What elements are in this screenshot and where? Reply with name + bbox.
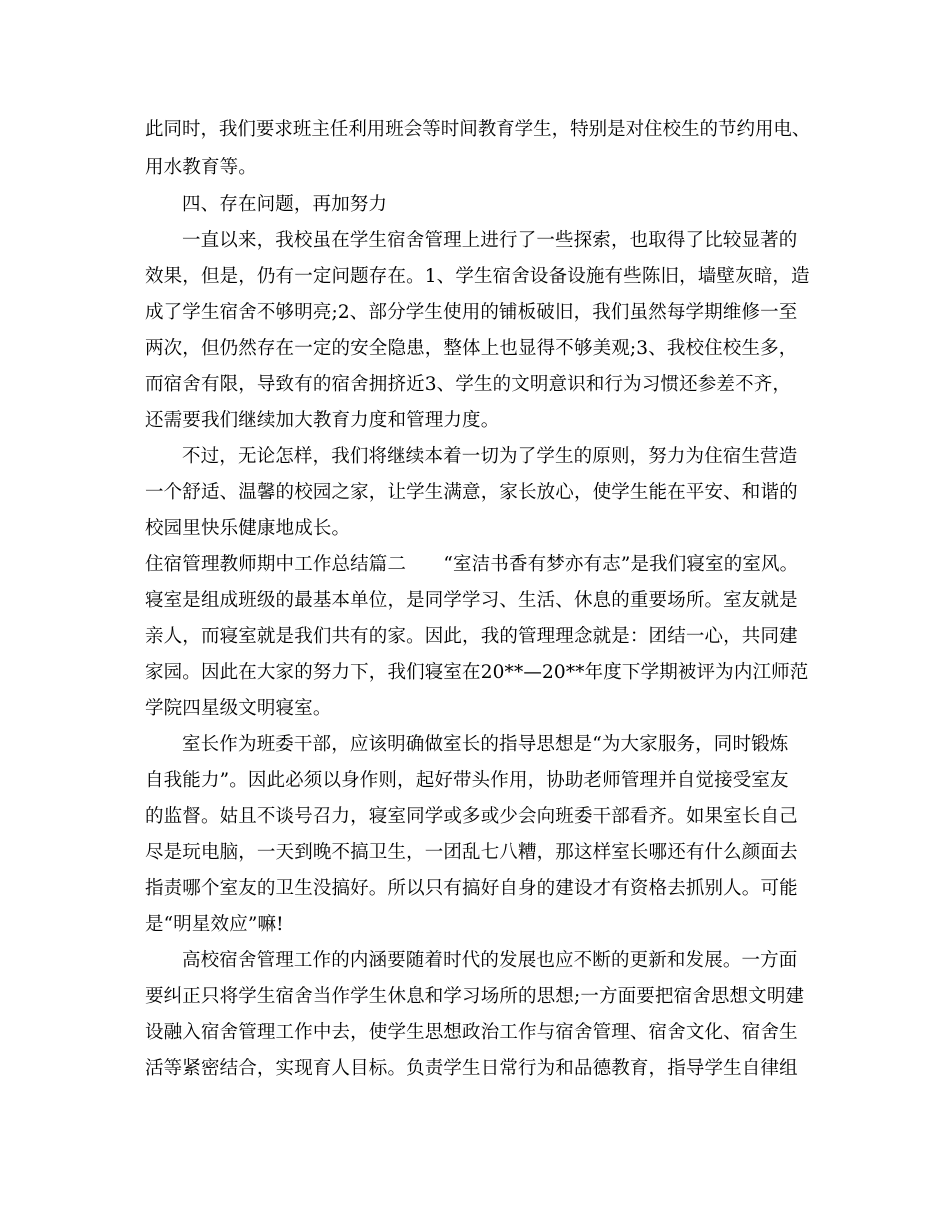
text-line: 的监督。姑且不谈号召力，寝室同学或多或少会向班委干部看齐。如果室长自己 xyxy=(145,806,798,827)
text-line: 家园。因此在大家的努力下，我们寝室在20**—20**年度下学期被评为内江师范 xyxy=(145,662,809,683)
text-line: 效果，但是，仍有一定问题存在。1、学生宿舍设备设施有些陈旧，墙壁灰暗，造 xyxy=(145,266,810,287)
text-line: 自我能力”。因此必须以身作则，起好带头作用，协助老师管理并自觉接受室友 xyxy=(145,770,789,791)
text-line: 一个舒适、温馨的校园之家，让学生满意，家长放心，使学生能在平安、和谐的 xyxy=(145,482,798,503)
text-line: 一直以来，我校虽在学生宿舍管理上进行了一些探索，也取得了比较显著的 xyxy=(182,230,798,251)
text-line: 室长作为班委干部，应该明确做室长的指导思想是“为大家服务，同时锻炼 xyxy=(182,734,789,755)
text-line: 学院四星级文明寝室。 xyxy=(145,698,332,719)
text-line: 两次，但仍然存在一定的安全隐患，整体上也显得不够美观;3、我校住校生多， xyxy=(145,338,798,359)
text-line: 还需要我们继续加大教育力度和管理力度。 xyxy=(145,410,500,431)
text-line: 而宿舍有限，导致有的宿舍拥挤近3、学生的文明意识和行为习惯还参差不齐， xyxy=(145,374,792,395)
text-line: 指责哪个室友的卫生没搞好。所以只有搞好自身的建设才有资格去抓别人。可能 xyxy=(145,878,798,899)
text-line: 要纠正只将学生宿舍当作学生休息和学习场所的思想;一方面要把宿舍思想文明建 xyxy=(145,986,805,1007)
text-line: 活等紧密结合，实现育人目标。负责学生日常行为和品德教育，指导学生自律组 xyxy=(145,1058,798,1079)
text-line: 设融入宿舍管理工作中去，使学生思想政治工作与宿舍管理、宿舍文化、宿舍生 xyxy=(145,1022,798,1043)
text-line: 不过，无论怎样，我们将继续本着一切为了学生的原则，努力为住宿生营造 xyxy=(182,446,798,467)
text-line: 是“明星效应”嘛! xyxy=(145,914,284,935)
text-line: 此同时，我们要求班主任利用班会等时间教育学生，特别是对住校生的节约用电、 xyxy=(145,119,811,140)
text-line: 用水教育等。 xyxy=(145,157,257,178)
text-line: 亲人，而寝室就是我们共有的家。因此，我的管理理念就是：团结一心，共同建 xyxy=(145,626,798,647)
text-line: 高校宿舍管理工作的内涵要随着时代的发展也应不断的更新和发展。一方面 xyxy=(182,950,798,971)
section-heading: 四、存在问题，再加努力 xyxy=(182,194,388,215)
text-line: 成了学生宿舍不够明亮;2、部分学生使用的铺板破旧，我们虽然每学期维修一至 xyxy=(145,302,798,323)
article-title-line: 住宿管理教师期中工作总结篇二 “室洁书香有梦亦有志”是我们寝室的室风。 xyxy=(145,554,799,575)
text-line: 尽是玩电脑，一天到晚不搞卫生，一团乱七八糟，那这样室长哪还有什么颜面去 xyxy=(145,842,798,863)
text-line: 寝室是组成班级的最基本单位，是同学学习、生活、休息的重要场所。室友就是 xyxy=(145,590,798,611)
text-line: 校园里快乐健康地成长。 xyxy=(145,518,351,539)
